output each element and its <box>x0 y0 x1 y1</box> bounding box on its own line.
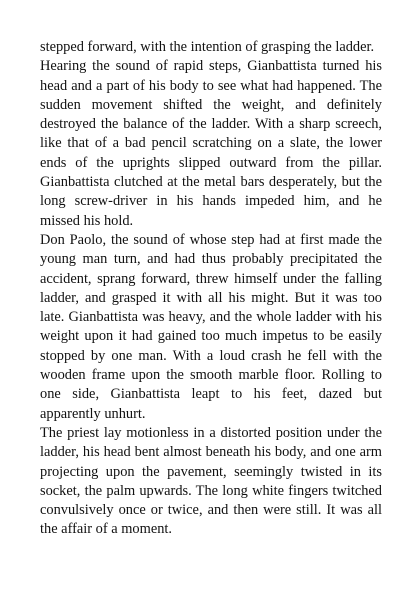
paragraph: Hearing the sound of rapid steps, Gianbattista turned his head and a part of his body to see what had happened. The sudden movement shifted the weight, and definitely destroyed the balance of the ladder. With a sharp screech, like that of a bad pencil scratching on a slate, the lower ends of the uprights slipped outward from the pillar. Gianbattista clutched at the metal bars desperately, but the long screw-driver in his hands impeded him, and he missed his hold. <box>40 58 382 229</box>
paragraph: The priest lay motionless in a distorted position under the ladder, his head bent almost beneath his body, and one arm projecting upon the pavement, seemingly twisted in its socket, the palm upwards. The long white fingers twitched convulsively once or twice, and then were still. It was all the affair of a moment. <box>40 424 382 538</box>
paragraph: stepped forward, with the intention of grasping the ladder. <box>40 39 375 55</box>
page-text <box>40 38 382 540</box>
paragraph: Don Paolo, the sound of whose step had at first made the young man turn, and had thus probably precipitated the accident, sprang forward, threw himself under the falling ladder, and grasped it with all his might. But it was too late. Gianbattista was heavy, and the whole ladder with his weight upon it had gained too much impetus to be easily stopped by one man. With a loud crash he fell with the wooden frame upon the smooth marble floor. Rolling to one side, Gianbattista leapt to his feet, dazed but apparently unhurt. <box>40 231 382 422</box>
